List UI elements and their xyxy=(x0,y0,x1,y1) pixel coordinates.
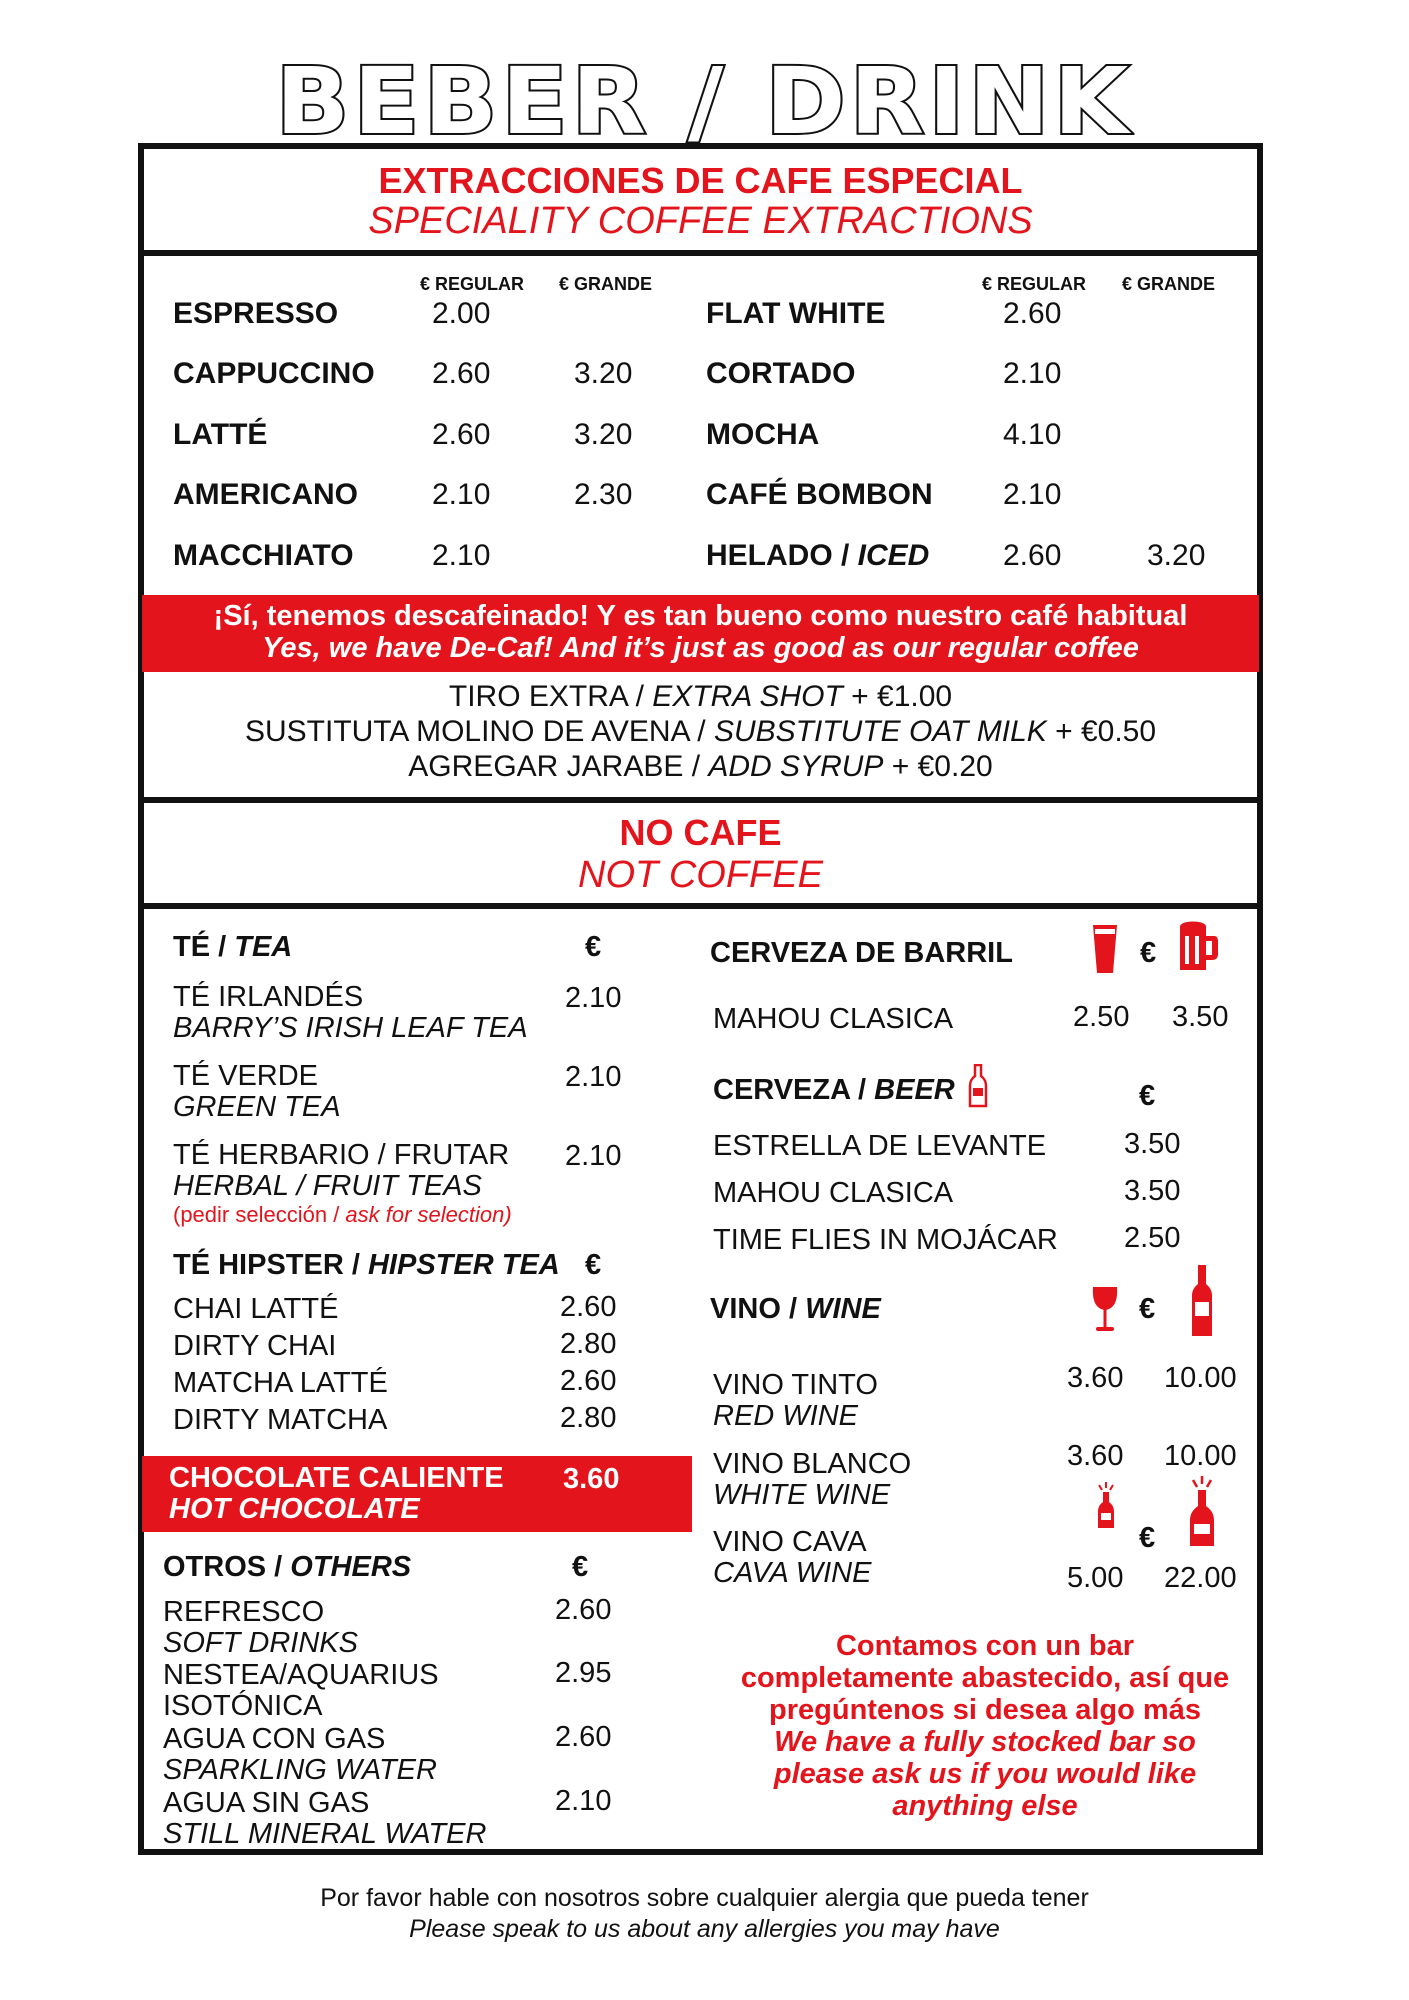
coffee-price: 2.60 xyxy=(432,357,491,390)
coffee-price: 2.10 xyxy=(432,539,491,572)
tea-price: 2.10 xyxy=(565,1140,622,1172)
coffee-item: FLAT WHITE xyxy=(706,297,886,330)
others-price: 2.60 xyxy=(555,1594,612,1626)
others-price: 2.10 xyxy=(555,1785,612,1817)
cava-currency: € xyxy=(1139,1522,1156,1554)
cava-bottle-icon xyxy=(1094,1482,1118,1530)
coffee-item: CORTADO xyxy=(706,357,856,390)
coffee-heading-en: SPECIALITY COFFEE EXTRACTIONS xyxy=(368,200,1033,242)
wine-price-bottle: 10.00 xyxy=(1164,1440,1237,1472)
coffee-price-grande: 3.20 xyxy=(574,418,633,451)
coffee-item: LATTÉ xyxy=(173,418,268,451)
decaf-es: ¡Sí, tenemos descafeinado! Y es tan bueno como nuestro café habitual xyxy=(213,600,1188,632)
coffee-item: CAFÉ BOMBON xyxy=(706,478,933,511)
col-regular-right: € REGULAR xyxy=(982,274,1087,294)
nocoffee-heading xyxy=(138,812,1263,897)
coffee-price: 4.10 xyxy=(1003,418,1062,451)
hot-chocolate-en: HOT CHOCOLATE xyxy=(169,1493,420,1525)
nocoffee-heading-es: NO CAFE xyxy=(619,812,782,853)
coffee-item: HELADO / ICED xyxy=(706,539,930,572)
beer-price: 3.50 xyxy=(1124,1175,1181,1207)
wine-glass-icon xyxy=(1090,1285,1120,1335)
wine-item: VINO BLANCO WHITE WINE xyxy=(713,1448,912,1511)
wine-price-bottle: 22.00 xyxy=(1164,1562,1237,1594)
hipster-heading: TÉ HIPSTER / HIPSTER TEA xyxy=(173,1249,560,1281)
coffee-price: 2.00 xyxy=(432,297,491,330)
coffee-price: 2.10 xyxy=(432,478,491,511)
draught-item: MAHOU CLASICA xyxy=(713,1003,954,1035)
tea-item: TÉ VERDE GREEN TEA xyxy=(173,1060,341,1123)
coffee-price: 2.10 xyxy=(1003,357,1062,390)
others-item: NESTEA/AQUARIUS ISOTÓNICA xyxy=(163,1659,439,1722)
divider xyxy=(138,250,1263,256)
col-grande-right: € GRANDE xyxy=(1122,274,1216,294)
allergy-footer-en: Please speak to us about any allergies you may have xyxy=(409,1915,1000,1943)
hot-chocolate-banner xyxy=(142,1456,692,1532)
coffee-item: AMERICANO xyxy=(173,478,358,511)
hipster-currency: € xyxy=(585,1249,602,1281)
beer-heading: CERVEZA / BEER xyxy=(713,1074,955,1106)
wine-price-bottle: 10.00 xyxy=(1164,1362,1237,1394)
coffee-price: 2.60 xyxy=(1003,297,1062,330)
hot-chocolate-es: CHOCOLATE CALIENTE xyxy=(169,1462,504,1494)
coffee-price: 2.10 xyxy=(1003,478,1062,511)
extra-syrup: AGREGAR JARABE / ADD SYRUP + €0.20 xyxy=(408,750,993,783)
draught-price-large: 3.50 xyxy=(1172,1001,1229,1033)
extra-shot: TIRO EXTRA / EXTRA SHOT + €1.00 xyxy=(448,680,953,713)
wine-item: VINO CAVA CAVA WINE xyxy=(713,1526,872,1589)
wine-price-glass: 3.60 xyxy=(1067,1440,1124,1472)
coffee-item: MOCHA xyxy=(706,418,820,451)
wine-bottle-icon xyxy=(1190,1264,1214,1338)
draught-price-small: 2.50 xyxy=(1073,1001,1130,1033)
page-title: BEBER / DRINK xyxy=(276,48,1133,155)
tea-item: TÉ IRLANDÉS BARRY’S IRISH LEAF TEA xyxy=(173,981,528,1044)
beer-item: MAHOU CLASICA xyxy=(713,1177,954,1209)
draught-currency: € xyxy=(1140,937,1157,969)
nocoffee-heading-en: NOT COFFEE xyxy=(578,854,823,896)
coffee-heading-es: EXTRACCIONES DE CAFE ESPECIAL xyxy=(378,160,1023,201)
divider xyxy=(138,903,1263,909)
beer-bottle-icon xyxy=(968,1064,988,1108)
others-item: REFRESCO SOFT DRINKS xyxy=(163,1596,358,1659)
wine-heading: VINO / WINE xyxy=(710,1293,881,1325)
coffee-price: 2.60 xyxy=(432,418,491,451)
cava-bottle-icon xyxy=(1186,1476,1218,1548)
beer-mug-icon xyxy=(1176,920,1220,972)
extras-list xyxy=(138,679,1263,784)
tea-currency: € xyxy=(585,931,602,963)
coffee-item: MACCHIATO xyxy=(173,539,354,572)
beer-price: 2.50 xyxy=(1124,1222,1181,1254)
hot-chocolate-price: 3.60 xyxy=(563,1463,620,1495)
tea-heading: TÉ / TEA xyxy=(173,931,293,963)
hipster-item: MATCHA LATTÉ xyxy=(173,1367,388,1399)
others-price: 2.60 xyxy=(555,1721,612,1753)
others-currency: € xyxy=(572,1551,589,1583)
extra-oat-milk: SUSTITUTA MOLINO DE AVENA / SUBSTITUTE OAT MILK + €0.50 xyxy=(244,715,1157,748)
divider xyxy=(138,797,1263,803)
wine-currency: € xyxy=(1139,1293,1156,1325)
col-regular-left: € REGULAR xyxy=(420,274,525,294)
hipster-price: 2.80 xyxy=(560,1328,617,1360)
others-price: 2.95 xyxy=(555,1657,612,1689)
others-item: AGUA CON GAS SPARKLING WATER xyxy=(163,1723,437,1786)
hipster-item: CHAI LATTÉ xyxy=(173,1293,339,1325)
bar-note: Contamos con un bar completamente abastecido, así que pregúntenos si desea algo más We have a fully stocked bar so please ask us if you would like anything else xyxy=(740,1630,1230,1822)
hipster-item: DIRTY MATCHA xyxy=(173,1404,388,1436)
others-heading: OTROS / OTHERS xyxy=(163,1551,412,1583)
coffee-item: ESPRESSO xyxy=(173,297,339,330)
allergy-footer-es: Por favor hable con nosotros sobre cualquier alergia que pueda tener xyxy=(320,1884,1089,1912)
beer-item: TIME FLIES IN MOJÁCAR xyxy=(713,1224,1058,1256)
coffee-price: 2.60 xyxy=(1003,539,1062,572)
wine-price-glass: 5.00 xyxy=(1067,1562,1124,1594)
others-item: AGUA SIN GAS STILL MINERAL WATER xyxy=(163,1787,487,1850)
coffee-price-grande: 3.20 xyxy=(1147,539,1206,572)
hipster-price: 2.60 xyxy=(560,1291,617,1323)
draught-heading: CERVEZA DE BARRIL xyxy=(710,937,1013,969)
beer-item: ESTRELLA DE LEVANTE xyxy=(713,1130,1047,1162)
allergy-footer xyxy=(0,1883,1409,1945)
tea-price: 2.10 xyxy=(565,1061,622,1093)
hipster-item: DIRTY CHAI xyxy=(173,1330,337,1362)
coffee-price-grande: 3.20 xyxy=(574,357,633,390)
coffee-item: CAPPUCCINO xyxy=(173,357,375,390)
pint-glass-icon xyxy=(1090,923,1120,975)
coffee-price-grande: 2.30 xyxy=(574,478,633,511)
beer-currency: € xyxy=(1139,1080,1156,1112)
tea-item: TÉ HERBARIO / FRUTAR HERBAL / FRUIT TEAS xyxy=(173,1139,510,1202)
coffee-heading xyxy=(138,160,1263,243)
wine-price-glass: 3.60 xyxy=(1067,1362,1124,1394)
tea-price: 2.10 xyxy=(565,982,622,1014)
wine-item: VINO TINTO RED WINE xyxy=(713,1369,878,1432)
hipster-price: 2.80 xyxy=(560,1402,617,1434)
tea-selection-note: (pedir selección / ask for selection) xyxy=(173,1202,512,1227)
col-grande-left: € GRANDE xyxy=(559,274,653,294)
decaf-en: Yes, we have De-Caf! And it’s just as good as our regular coffee xyxy=(262,632,1139,664)
hipster-price: 2.60 xyxy=(560,1365,617,1397)
decaf-banner xyxy=(142,595,1259,672)
beer-price: 3.50 xyxy=(1124,1128,1181,1160)
